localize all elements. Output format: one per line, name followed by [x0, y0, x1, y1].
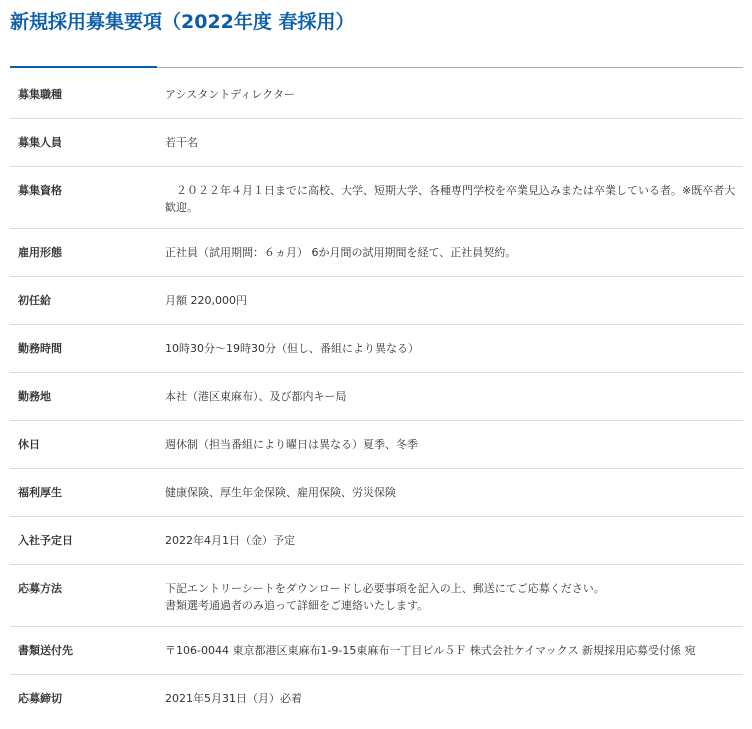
row-value-line: 10時30分〜19時30分（但し、番組により異なる）: [165, 342, 419, 355]
row-value: [165, 244, 740, 261]
row-value: [165, 484, 740, 501]
row-label: 入社予定日: [18, 534, 73, 547]
row-value-line: 正社員（試用期間：６ヵ月） 6か月間の試用期間を経て、正社員契約。: [165, 246, 517, 259]
row-value-line: 若干名: [165, 136, 198, 149]
page-title: 新規採用募集要項（2022年度 春採用）: [10, 11, 355, 33]
row-label: 雇用形態: [18, 246, 62, 259]
row-label: 勤務時間: [18, 342, 62, 355]
row-label: 初任給: [18, 294, 51, 307]
table-row-working-hours: [10, 325, 743, 373]
row-value: [165, 86, 740, 103]
table-row-mailing-address: [10, 627, 743, 675]
row-value-line: アシスタントディレクター: [165, 88, 295, 101]
table-row-benefits: [10, 469, 743, 517]
row-value-line: 〒106-0044 東京都港区東麻布1-9-15東麻布一丁目ビル５Ｆ 株式会社ケイマックス 新規採用応募受付係 宛: [165, 644, 696, 657]
row-value-line: 月額 220,000円: [165, 294, 247, 307]
row-value-line: 歓迎。: [165, 201, 198, 214]
table-row-holidays: [10, 421, 743, 469]
row-value-line: ２０２２年４月１日までに高校、大学、短期大学、各種専門学校を卒業見込みまたは卒業している者。※既卒者大: [165, 184, 736, 197]
row-value: [165, 580, 740, 614]
table-row-employment-type: [10, 229, 743, 277]
row-label: 募集人員: [18, 136, 62, 149]
row-value-line: 下記エントリーシートをダウンロードし必要事項を記入の上、郵送にてご応募ください。: [165, 582, 605, 595]
row-label: 募集資格: [18, 184, 62, 197]
table-row-job-type: [10, 71, 743, 119]
row-value: [165, 436, 740, 453]
table-row-openings: [10, 119, 743, 167]
row-label: 福利厚生: [18, 486, 62, 499]
row-label: 休日: [18, 438, 40, 451]
row-label: 募集職種: [18, 88, 62, 101]
table-row-start-date: [10, 517, 743, 565]
row-label: 勤務地: [18, 390, 51, 403]
row-value-line: 本社（港区東麻布）、及び都内キー局: [165, 390, 347, 403]
row-value-line: 書類選考通過者のみ追って詳細をご連絡いたします。: [165, 599, 429, 612]
table-row-work-location: [10, 373, 743, 421]
row-label: 書類送付先: [18, 644, 73, 657]
table-row-deadline: [10, 675, 743, 723]
row-value-line: 2022年4月1日（金）予定: [165, 534, 295, 547]
row-value: [165, 388, 740, 405]
row-value-line: 2021年5月31日（月）必着: [165, 692, 302, 705]
row-value: [165, 690, 740, 707]
row-value: [165, 182, 740, 216]
row-value: [165, 532, 740, 549]
row-value: [165, 340, 740, 357]
row-value-line: 週休制（担当番組により曜日は異なる）夏季、冬季: [165, 438, 418, 451]
row-value: [165, 292, 740, 309]
row-label: 応募方法: [18, 582, 62, 595]
title-divider-accent: [10, 66, 157, 68]
row-value: [165, 134, 740, 151]
table-row-starting-salary: [10, 277, 743, 325]
row-value-line: 健康保険、厚生年金保険、雇用保険、労災保険: [165, 486, 396, 499]
row-label: 応募締切: [18, 692, 62, 705]
table-row-application-method: [10, 565, 743, 627]
row-value: [165, 642, 740, 659]
recruitment-table: [10, 71, 743, 723]
table-row-qualifications: [10, 167, 743, 229]
